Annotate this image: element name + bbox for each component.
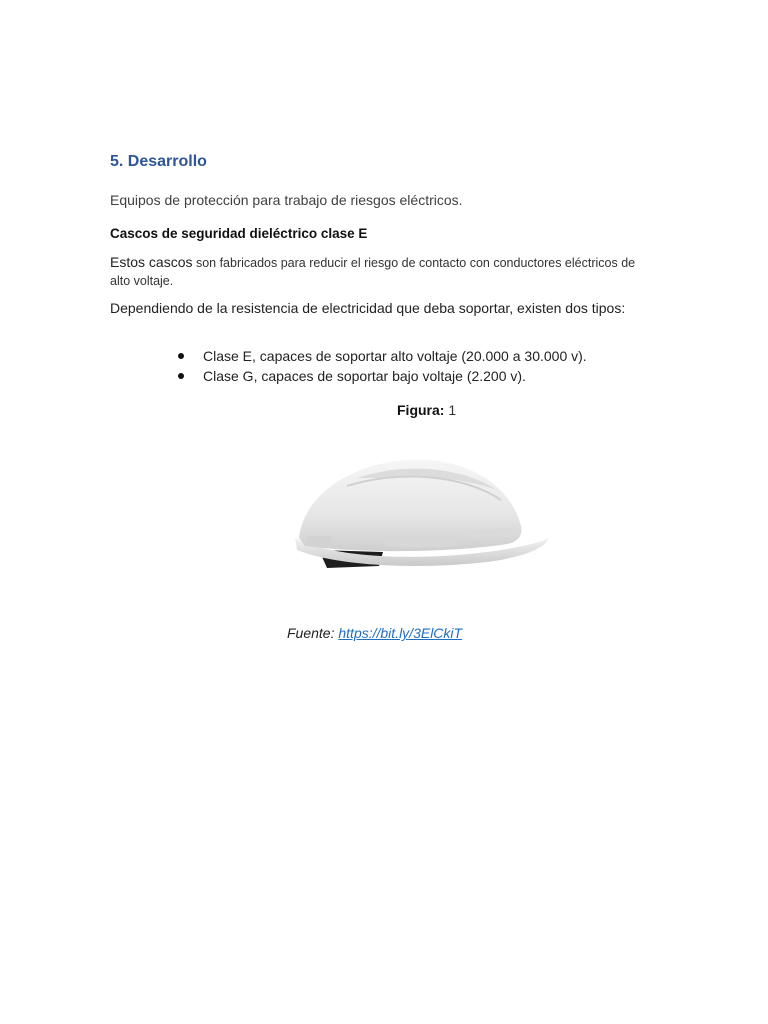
helmet-image [287, 438, 551, 590]
subsection-heading: Cascos de seguridad dieléctrico clase E [110, 226, 368, 241]
description-text: son fabricados para reducir el riesgo de contacto con conductores eléctricos de alto voltaje. [110, 256, 636, 288]
list-item [176, 366, 587, 386]
list-item-text: Clase E, capaces de soportar alto voltaje (20.000 a 30.000 v). [203, 348, 587, 364]
source-link[interactable]: https://bit.ly/3ElCkiT [338, 625, 463, 641]
types-paragraph: Dependiendo de la resistencia de electricidad que deba soportar, existen dos tipos: [110, 300, 626, 316]
helmet-class-list [176, 346, 587, 386]
safety-helmet-icon [287, 438, 551, 590]
figure-caption [397, 402, 456, 418]
section-intro: Equipos de protección para trabajo de riesgos eléctricos. [110, 192, 463, 208]
helmet-description [110, 253, 650, 290]
source-label: Fuente: [287, 625, 339, 641]
figure-source [287, 625, 462, 641]
bullet-icon [178, 353, 184, 359]
list-item [176, 346, 587, 366]
section-heading: 5. Desarrollo [110, 153, 207, 170]
figure-label: Figura: [397, 402, 445, 418]
description-lead: Estos cascos [110, 254, 193, 270]
list-item-text: Clase G, capaces de soportar bajo voltaje (2.200 v). [203, 368, 526, 384]
bullet-icon [178, 373, 184, 379]
figure-number: 1 [444, 402, 457, 418]
